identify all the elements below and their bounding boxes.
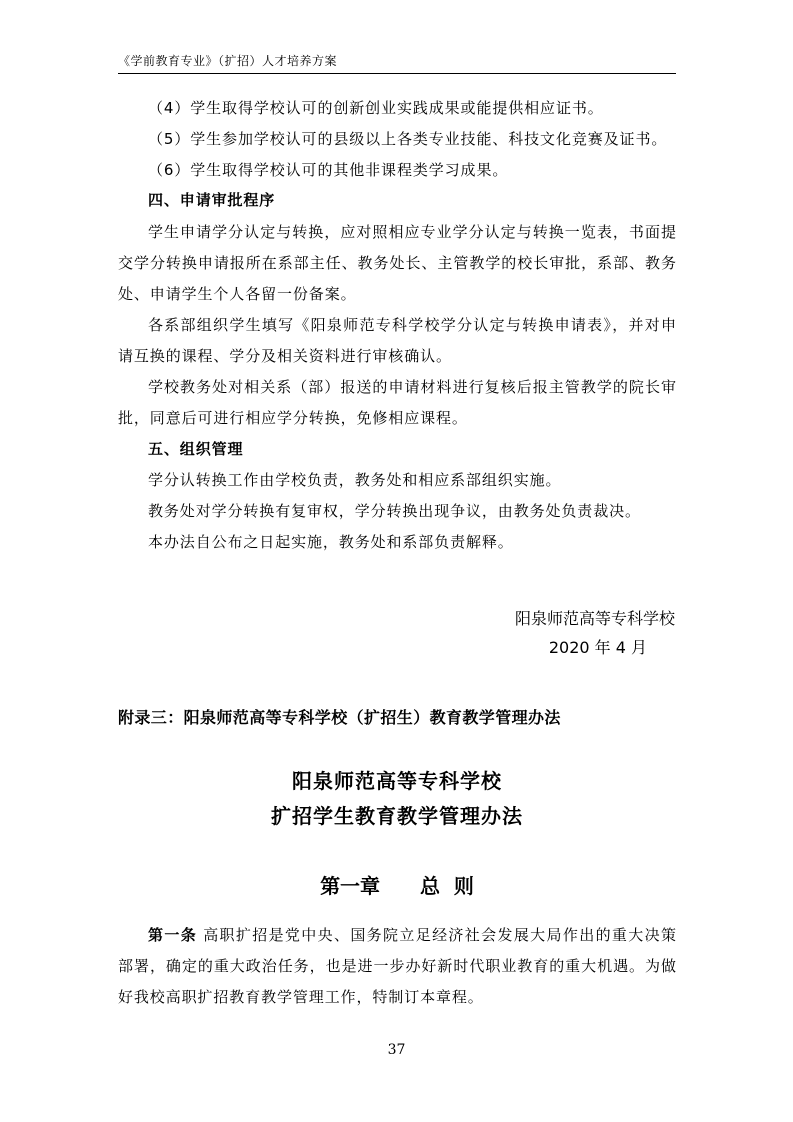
document-title-line2: 扩招学生教育教学管理办法 (271, 804, 523, 828)
article-label: 第一条 (148, 926, 198, 944)
paragraph-line: 各系部组织学生填写《阳泉师范专科学校学分认定与转换申请表》，并对申 (148, 316, 676, 334)
paragraph-line: 教务处对学分转换有复审权，学分转换出现争议，由教务处负责裁决。 (148, 502, 641, 520)
chapter-name: 总 则 (420, 874, 474, 898)
paragraph-line: 学生申请学分认定与转换，应对照相应专业学分认定与转换一览表，书面提 (148, 223, 676, 241)
article-line (118, 925, 676, 945)
section-heading-organization: 五、组织管理 (148, 440, 244, 458)
chapter-number: 第一章 (320, 874, 381, 898)
chapter-heading (118, 870, 676, 899)
paragraph-line: 交学分转换申请报所在系部主任、教务处长、主管教学的校长审批，系部、教务 (118, 254, 676, 272)
signature-organization: 阳泉师范高等专科学校 (514, 609, 675, 628)
article-line: 好我校高职扩招教育教学管理工作，特制订本章程。 (118, 988, 484, 1006)
header-divider (118, 73, 676, 74)
section-heading-approval: 四、申请审批程序 (148, 191, 276, 209)
paragraph-line: 批，同意后可进行相应学分转换，免修相应课程。 (118, 409, 468, 427)
article-text: 高职扩招是党中央、国务院立足经济社会发展大局作出的重大决策 (203, 926, 676, 944)
appendix-title: 附录三：阳泉师范高等专科学校（扩招生）教育教学管理办法 (118, 708, 561, 727)
signature-date: 2020 年 4 月 (548, 638, 647, 657)
list-item-6: （6）学生取得学校认可的其他非课程类学习成果。 (148, 161, 509, 179)
paragraph-line: 学校教务处对相关系（部）报送的申请材料进行复核后报主管教学的院长审 (148, 378, 676, 396)
paragraph-line: 学分认转换工作由学校负责，教务处和相应系部组织实施。 (148, 471, 562, 489)
running-header: 《学前教育专业》（扩招）人才培养方案 (118, 54, 338, 68)
paragraph-line: 本办法自公布之日起实施，教务处和系部负责解释。 (148, 533, 514, 551)
paragraph-line: 请互换的课程、学分及相关资料进行审核确认。 (118, 347, 452, 365)
paragraph-line: 处、申请学生个人各留一份备案。 (118, 285, 357, 303)
article-line: 部署，确定的重大政治任务，也是进一步办好新时代职业教育的重大机遇。为做 (118, 957, 676, 975)
list-item-5: （5）学生参加学校认可的县级以上各类专业技能、科技文化竞赛及证书。 (148, 130, 668, 148)
list-item-4: （4）学生取得学校认可的创新创业实践成果或能提供相应证书。 (148, 99, 604, 117)
document-title-line1: 阳泉师范高等专科学校 (292, 769, 502, 793)
page-number: 37 (387, 1042, 406, 1058)
